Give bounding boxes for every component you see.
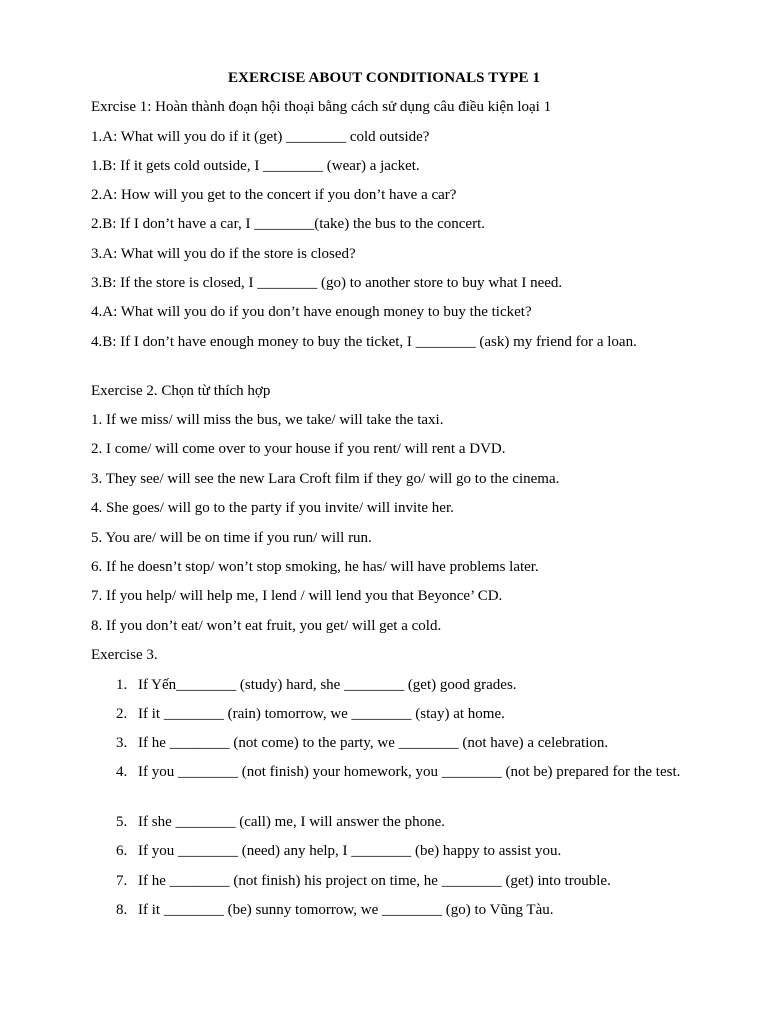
exercise-3-item <box>116 900 696 920</box>
item-text: If Yến________ (study) hard, she ________ (get) good grades. <box>138 677 517 693</box>
exercise-1-heading: Exrcise 1: Hoàn thành đoạn hội thoại bằng cách sử dụng câu điều kiện loại 1 <box>91 99 552 115</box>
exercise-1-line: 1.A: What will you do if it (get) ________ cold outside? <box>91 129 430 145</box>
exercise-2-line: 4. She goes/ will go to the party if you invite/ will invite her. <box>91 500 454 516</box>
item-number: 7. <box>116 873 128 889</box>
item-number: 8. <box>116 902 128 918</box>
item-text: If you ________ (need) any help, I ________ (be) happy to assist you. <box>138 843 562 859</box>
exercise-1-line: 3.B: If the store is closed, I ________ (go) to another store to buy what I need. <box>91 275 563 291</box>
exercise-3-item <box>116 871 696 891</box>
exercise-1-line: 2.A: How will you get to the concert if you don’t have a car? <box>91 187 457 203</box>
exercise-3-item <box>116 812 696 832</box>
exercise-3-item <box>116 841 696 861</box>
item-text: If you ________ (not finish) your homework, you ________ (not be) prepared for the test. <box>138 764 681 780</box>
exercise-2-line: 7. If you help/ will help me, I lend / will lend you that Beyonce’ CD. <box>91 588 503 604</box>
item-text: If he ________ (not finish) his project on time, he ________ (get) into trouble. <box>138 873 611 889</box>
exercise-1-line: 4.A: What will you do if you don’t have enough money to buy the ticket? <box>91 304 532 320</box>
exercise-3-item <box>116 704 696 724</box>
item-text: If he ________ (not come) to the party, we ________ (not have) a celebration. <box>138 735 609 751</box>
item-text: If she ________ (call) me, I will answer the phone. <box>138 814 445 830</box>
item-number: 3. <box>116 735 128 751</box>
exercise-1-line: 2.B: If I don’t have a car, I ________(take) the bus to the concert. <box>91 216 485 232</box>
exercise-2-line: 2. I come/ will come over to your house if you rent/ will rent a DVD. <box>91 441 506 457</box>
exercise-3-heading: Exercise 3. <box>91 647 158 663</box>
item-number: 5. <box>116 814 128 830</box>
item-number: 4. <box>116 764 128 780</box>
exercise-1-line: 4.B: If I don’t have enough money to buy the ticket, I ________ (ask) my friend for a loan. <box>91 334 637 350</box>
exercise-2-line: 3. They see/ will see the new Lara Croft film if they go/ will go to the cinema. <box>91 471 560 487</box>
document-title: EXERCISE ABOUT CONDITIONALS TYPE 1 <box>227 70 541 86</box>
item-text: If it ________ (be) sunny tomorrow, we ________ (go) to Vũng Tàu. <box>138 902 554 918</box>
exercise-2-line: 6. If he doesn’t stop/ won’t stop smoking, he has/ will have problems later. <box>91 559 539 575</box>
exercise-1-line: 1.B: If it gets cold outside, I ________ (wear) a jacket. <box>91 158 420 174</box>
exercise-1-line: 3.A: What will you do if the store is closed? <box>91 246 356 262</box>
exercise-2-line: 8. If you don’t eat/ won’t eat fruit, you get/ will get a cold. <box>91 618 442 634</box>
exercise-3-item <box>116 733 696 753</box>
exercise-3-item <box>116 762 696 782</box>
exercise-3-item <box>116 675 696 695</box>
exercise-2-line: 5. You are/ will be on time if you run/ will run. <box>91 530 372 546</box>
item-number: 1. <box>116 677 128 693</box>
item-text: If it ________ (rain) tomorrow, we ________ (stay) at home. <box>138 706 505 722</box>
exercise-2-heading: Exercise 2. Chọn từ thích hợp <box>91 383 271 399</box>
exercise-2-line: 1. If we miss/ will miss the bus, we take/ will take the taxi. <box>91 412 444 428</box>
item-number: 6. <box>116 843 128 859</box>
item-number: 2. <box>116 706 128 722</box>
